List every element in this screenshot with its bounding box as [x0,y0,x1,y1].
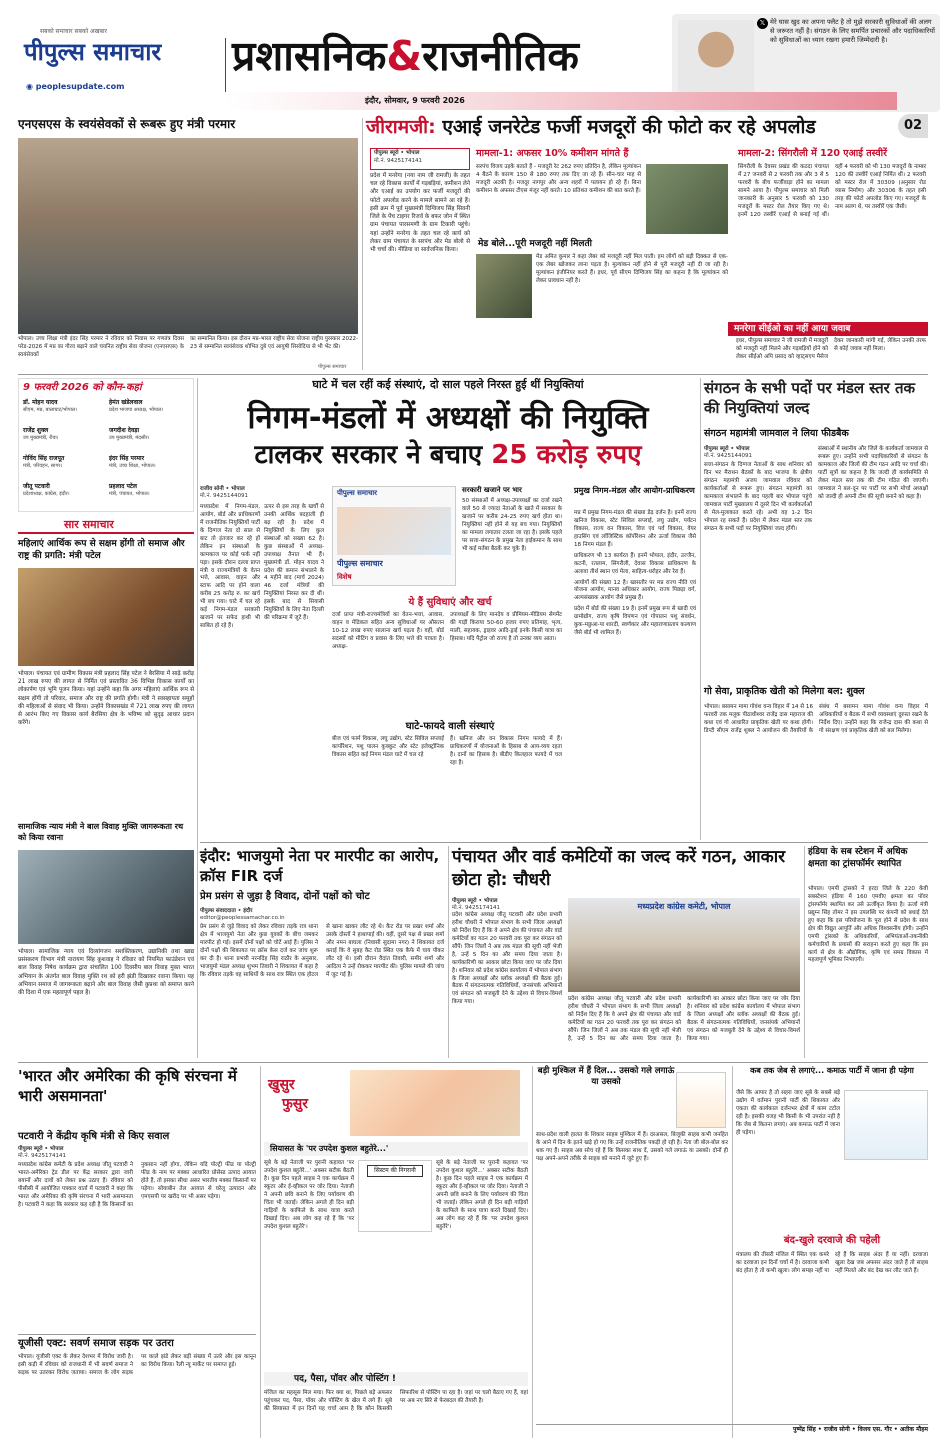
mushkil-cartoon [676,1072,726,1128]
story-nigam [200,378,696,840]
mushkil-head: बड़ी मुश्किल में हैं दिल... उसको गले लगाऊं या उसको [537,1066,675,1088]
website: peoplesupdate.com [35,82,125,91]
med-photo [476,254,532,318]
dateline-bar [225,92,897,110]
med-subhead: मेड बोले...पूरी मजदूरी नहीं मिलती [478,239,592,249]
sar-title-text: सार समाचार [64,518,114,531]
story-panchayat [452,846,800,1058]
who-item: डॉ. मोहन यादव सीएम, मप्र, बालाघाट/भोपाल। [23,399,78,413]
khajane-body: 50 संस्थाओं में अध्यक्ष-उपाध्यक्षों का दर्जा रखने वाले 50 से ज्यादा नेताओं के खाते में सरकार के खजाने पर करीब 24-25 रुपए खर्च होता था। नियुक्तियां नहीं होने से यह बच गया। नियुक्तियों का मामला लगातार टलता जा रहा है। इसके पहले पर सत्ता-संगठन के प्रमुख नेता हाईकमान के साथ भी कई मर्तबा बैठकें कर चुके हैं। [462,498,562,552]
sangathan-headline: संगठन के सभी पदों पर मंडल स्तर तक की नियुक्तियां जल्द [704,379,916,418]
caricature-sign: सिस्टम की निगरानी [367,1165,423,1177]
parmar-credit: पीपुल्स समाचार [318,364,347,370]
who-item: इंदर सिंह परमार मंत्री, उच्च शिक्षा, भोपाल। [109,455,156,469]
khajane-head: सरकारी खजाने पर भार [462,486,522,494]
who-item: प्रहलाद पटेल मंत्री, पंचायत, भोपाल। [109,483,150,497]
suvidha-body-1: दर्जा प्राप्त मंत्री-राज्यमंत्रियों का वेतन-भत्ता, आवास, वाहन व मेडिकल सहित अन्य सुविधाओं पर औसतन 10-12 लाख रुपए सालाना खर्च पड़ता है। वहीं, बोर्ड सदस्यों को मीटिंग व प्रवास के लिए भत्ते की पात्रता है। अध्यक्ष- [332,612,444,650]
kab-body: जैसे कि आपार है तो सहरा जाए सूबे के सबसे बड़े उद्योग में वर्तमान पुरानी पार्टी की शिकायत और एकता की कार्यकाल दर्जनभर क्षेत्रों में काम टटोल रही है। इसकी वजह भी किसी के भी उपरांत नहीं है कि जेब से कितना लगाएं। अब कमाऊ पार्टी में जाना ही पड़ेगा। [736,1090,840,1136]
khusur-fusur [264,1066,928,1438]
handiya-body: भोपाल। एमपी ट्रांसको ने हरदा जिले के 220 केवी सबस्टेशन हंडिया में 160 एमवीए क्षमता का पॉवर ट्रांसफॉर्मर स्थापित कर उसे ऊर्जीकृत किया है। ऊर्जा मंत्री प्रद्युम्न सिंह तोमर ने इस उपलब्धि पर कंपनी को बधाई देते हुए कहा कि इस परियोजना के पूरा होने से प्रदेश के साथ क्षेत्र की विद्युत आपूर्ति और अधिक विश्वसनीय होगी। उन्होंने एमपी ट्रांसको के अधिकारियों, अभियंताओं-तकनीकी कर्मचारियों के प्रयासों की सराहना करते हुए कहा कि इस कार्य से क्षेत्र के औद्योगिक, कृषि एवं समग्र विकास में महत्वपूर्ण भूमिका निभाएगी। [808,886,928,964]
quote-portrait [678,20,754,94]
panchayat-body-2 [568,996,800,1056]
go-body: भोपाल। बसामन मामा गोवंश वन्य विहार में 14 से 16 फरवरी तक मलूक पीठाधीश्वर राजेंद्र दास महाराज की कथा एवं गो आधारित प्राकृतिक खेती पर कथा होगी। डिप्टी सीएम राजेंद्र शुक्ल ने आयोजन की तैयारियों के संबंध में बसामन मामा गोवंश वन्य विहार में अधिकारियों व बैठक में सभी व्यवस्थाएं दुरुस्त रखने के निर्देश दिए। उन्होंने कहा कि राजेन्द्र दास की कथा से गो संरक्षण एवं प्राकृतिक खेती को बल मिलेगा। [704,704,928,734]
panchayat-byline-text: पीपुल्स ब्यूरो • भोपाल [452,898,498,904]
bhajyumo-email: editor@peoplessamachar.co.in [200,915,285,922]
ceo-body: इधर, पीपुल्स समाचार ने जी रामजी में मजदूरों को मजदूरी नहीं मिलने और गड़बड़ियों होने को लेकर सीईओ अपि प्रसाद को व्हाट्सएप मैसेज देकर जानकारी मांगी गई, लेकिन उनकी तरफ से कोई जवाब नहीं मिला। [736,338,926,360]
sangathan-mobile: मो.नं. 9425144091 [704,453,753,460]
bhajyumo-headline: इंदौर: भाजयुमो नेता पर मारपीट का आरोप, क्रॉस FIR दर्ज [200,847,440,886]
nigam-list [574,510,696,836]
band-head: बंद-खुले दरवाजे की पहेली [783,1235,881,1246]
bhajyumo-byline [200,908,318,923]
dateline: इंदौर, सोमवार, 9 फरवरी 2026 [365,96,465,105]
section-title-part1: प्रशासनिक [232,32,387,80]
who-item: राजेंद्र शुक्ल उप मुख्यमंत्री, रीवा। [23,427,59,441]
sar-samachar [18,516,194,1058]
nigam-inset [332,486,456,586]
case1-title: मामला-1: अफसर 10% कमीशन मांगते हैं [476,148,629,159]
mushkil-body: साथ-प्रदेश वाली हालत के शिकार साहब मुश्किल में हैं। दरअसल, बिजूकी साहब कभी जनहित के आने में दिन के इतने खड़े हो गए कि उन्हें राजनीतिक पकड़ी हो रही है। नेता जी बोल-बोल कर थक गए हैं। साहब अब सोच रहे हैं कि किसका साथ दें, उसको गले लगाऊं या उसको। दोनों ही पक्ष अपने-अपने तरीके से साहब को मनाने में जुटे हुए हैं। [536,1132,728,1162]
parmar-headline: एनएसएस के स्वयंसेवकों से रूबरू हुए मंत्री परमार [18,117,236,131]
panchayat-byline [452,898,562,913]
nigam-body-2: ऊपर से इस तरह के खर्चों से उनकी आर्थिक बदहाली ही बढ़ रही है। प्रदेश में नियुक्तियों के लिए कुल संस्थाओं को सख्या 62 है। कुछ संस्थाओं में अध्यक्ष-उपाध्यक्ष तैनात भी हैं। मुख्यमंत्री डॉ. मोहन यादव ने प्रदेश की कमान संभालने के 4 महीने बाद (मार्च 2024) 46 दर्जा मंत्रियों की नियुक्तियां निरस्त कर दी थीं। इसके बाद से सियासी नियुक्तियों के लिए नेता दिल्ली की परिक्रमा में जुटे हैं। [264,504,324,622]
med-body: मेड अमित कुमार ने कहा लेबर को मजदूरी नहीं मिल पाती। हम लोगों को बड़ी दिक्कत से एक-एक लेबर खोजकर लाना पड़ता है। मूल्यांकन नहीं होने से पूरी मजदूरी नहीं दी जा रही है। मूल्यांकन इंजीनियर करते हैं। इधर, पूर्व सीएम दिग्विजय सिंह का कहना है कि मूल्यांकन को लेकर प्रावधान नहीं है। [536,254,728,284]
nigam-byline-text: राजीव सोनी • भोपाल [200,486,245,492]
list-item: प्राधिकरण भी 13 कार्यरत हैं। इनमें भोपाल, इंदौर, उज्जैन, कटनी, रतलाम, सिंगरौली, देवास विकास प्राधिकरण के अलावा तीर्थ स्थान एवं मेला, साहित्य-धरोहर और रेरा हैं। [574,552,696,575]
case1-photo [646,164,728,234]
ghata-head: घाटे-फायदे वाली संस्थाएं [405,721,495,732]
ghata-body-1: बीज एवं फार्म विकास, लघु उद्योग, स्टेट सिविल सप्लाई कार्पोरेशन, पशु पालन कुक्कुट और स्टेट इलेक्ट्रॉनिक विकास सहित कई निगम मंडल घाटे में चल रहे [332,736,444,758]
x-icon: 𝕏 [757,18,768,29]
sangathan-byline [704,446,812,461]
ai-headline: एआई जनरेटेड फर्जी मजदूरों की फोटो कर रहे अपलोड [442,116,816,138]
case1-body: सरपंच विजय उइके बताते हैं - मजदूरी रेट 262 रुपए प्रतिदिन है, लेकिन मूल्यांकन 4 बैठने के कारण 150 से 180 रुपए तक दिए जा रहे हैं। सीन-चार माह से मजदूरी अटकी है। मजदूर नागपुर और अन्य शहरों में पलायन हो रहे हैं। बिना कमीशन के अफसर टीएस मंजूर नहीं करते। 10 प्रतिशत कमीशन की बात करते हैं। [476,164,641,194]
sangathan-byline-text: पीपुल्स ब्यूरो • भोपाल [704,446,750,452]
panchayat-mobile: मो.नं. 9425174141 [452,905,501,912]
sar-h1: महिलाएं आर्थिक रूप से सक्षम होंगी तो समाज और राष्ट्र की प्रगति: मंत्री पटेल [18,539,185,562]
ai-headline-row [366,114,928,144]
section-title [232,28,672,88]
khusur-credits: पुष्पेंद्र सिंह • राजीव सोनी • विजय एस. गौर • अतीक मौहम [536,1424,928,1436]
list-item: आयोगों की संख्या 12 है। खासतौर पर मप्र राज्य नीति एवं योजना आयोग, मानव अधिकार आयोग, राज्य पिछड़ा वर्ग, अल्पसंख्यक आयोग जैसे प्रमुख हैं। [574,579,696,602]
patwari-sub: पटवारी ने केंद्रीय कृषि मंत्री से किए सवाल [18,1131,170,1142]
patwari-byline-text: पीपुल्स ब्यूरो • भोपाल [18,1146,64,1152]
list-item: प्रदेश में बोर्ड की संख्या 19 है। इनमें प्रमुख रूप से खादी एवं ग्रामोद्योग, राज्य कृषि विपणन एवं गोपालन पशु संवर्धन, कुक-मछुआ-पा शारदी, स्वर्णकार और महाराणाप्रताप कल्याण जैसे बोर्ड भी शामिल हैं। [574,606,696,637]
who-grid [23,399,193,511]
section-title-part2: राजनीतिक [422,32,579,80]
khusur-body-1-continued: सूबे के बड़े नेताजी पर पुरानी कहावत 'पर उपदेश कुशल बहुतेरे...' अक्सर सटीक बैठती है। कुछ दिन पहले साहब ने एक कार्यक्रम में स्कूटर और ई-व्हीकल पर जोर दिया। नेताजी ने अपनी छवि बनाने के लिए पर्यावरण की चिंता भी जताई। लेकिन अगले ही दिन बड़ी गाड़ियों के काफिले के साथ यात्रा करते दिखाई दिए। अब लोग कह रहे हैं कि 'पर उपदेश कुशल बहुतेरे'। [436,1160,528,1230]
bhajyumo-body: प्रेम प्रसंग से जुड़े विवाद को लेकर रविवार तड़के रात्र थाना क्षेत्र में भाजयुमो नेता और कुछ युवकों के बीच जमकर मारपीट हो गई। इसमें दोनों पक्षों को चोटें आई हैं। पुलिस ने दोनों पक्षों की शिकायत पर क्रॉस केस दर्ज कर जांच शुरू कर दी है। थाना प्रभारी नरनदिंह सिंह राठौर के अनुसार, भाजयुमो मंडल अध्यक्ष शुभम तिवारी ने शिकायत में कहा है कि रविवार तड़के वह साथियों के साथ रात्र स्थित एक होटल से खाना खाकर लौट रहे थे। कैट रोड पर प्रखर शर्मा और उसके दोस्तों ने हाथापाई की। वहीं, दूसरे पक्ष से प्रखर शर्मा और नमन बाघला (निवासी सुदामा नगर) ने शिकायत दर्ज कराई कि वे सुबह कैट रोड स्थित एक कैफे में चाय पीकर लौट रहे थे। इसी दौरान वैदांत तिवारी, समीर शर्मा और आदित्य ने उन्हें रोककर मारपीट की। पुलिस मामले की जांच में जुट गई है। [200,924,444,978]
khusur-body-1b [436,1160,528,1370]
masthead-logo [24,36,224,76]
khusur-body-1: सूबे के बड़े नेताजी पर पुरानी कहावत 'पर उपदेश कुशल बहुतेरे...' अक्सर सटीक बैठती है। कुछ दिन पहले साहब ने एक कार्यक्रम में स्कूटर और ई-व्हीकल पर जोर दिया। नेताजी ने अपनी छवि बनाने के लिए पर्यावरण की चिंता भी जताई। लेकिन अगले ही दिन बड़ी गाड़ियों के काफिले के साथ यात्रा करते दिखाई दिए। अब लोग कह रहे हैं कि 'पर उपदेश कुशल बहुतेरे'। [264,1160,354,1230]
handiya-headline: हंडिया के सब स्टेशन में अधिक क्षमता का ट्रांसफॉर्मर स्थापित [808,847,908,870]
ceo-subhead: मनरेगा सीईओ का नहीं आया जवाब [728,322,928,336]
bhajyumo-byline-text: पीपुल्स संवाददाता • इंदौर [200,908,253,914]
ai-kicker: जीरामजी: [366,116,436,138]
ai-mobile: मो.नं. 9425174141 [374,158,423,165]
who-title: 9 फरवरी 2026 को कौन-कहां [23,382,142,393]
panchayat-headline: पंचायत और वार्ड कमेटियों का जल्द करें गठन, आकार छोटा हो: चौधरी [452,847,786,890]
band-body: मंत्रालय की तीसरी मंजिल में स्थित एक कमरे का दरवाजा इन दिनों चर्चा में है। दरवाजा कभी बंद होता है तो कभी खुला। लोग समझ नहीं पा रहे हैं कि साहब अंदर हैं या नहीं। दरवाजा खुला देख जब अफसर अंदर जाते हैं तो साहब नहीं मिलते और बंद देख कर लौट जाते हैं। [736,1252,928,1274]
inset-label: विशेष [337,573,352,581]
suvidha-head: ये हैं सुविधाएं और खर्च [408,597,492,608]
panchayat-body: प्रदेश कांग्रेस अध्यक्ष जीतू पटवारी और प्रदेश प्रभारी हरीश चौधरी ने भोपाल संभाग के सभी जिला अध्यक्षों को निर्देश दिए हैं कि वे अपने क्षेत्र की पंचायत और वार्ड कमेटियों का गठन 20 फरवरी तक पूरा कर संगठन को सौंपें। जिन जिलों ने अब तक मंडल की सूची नहीं भेजी है, उन्हें 5 दिन का और समय दिया जाता है। कार्यकारिणी का आकार छोटा किया जाए पर जोर दिया है। शनिवार को प्रदेश कांग्रेस कार्यालय में भोपाल संभाग के जिला अध्यक्षों और ब्लॉक अध्यक्षों की बैठक हुई। बैठक में संगठनात्मक गतिविधियों, जनसंपर्क अभियानों एवं संगठन को मजबूती देने के उद्देश्य से विचार-विमर्श किया गया। [452,912,562,1006]
sar-b2: भोपाल। सामाजिक न्याय एवं दिव्यांगजन सशक्तिकरण, उद्यानिकी तथा खाद्य प्रसंस्करण विभाग मंत्री नारायण सिंह कुशवाह ने रविवार को नियमित फाउंडेशन एवं बाल विवाह निषेध कार्यक्रम द्वारा संचालित 100 दिवसीय बाल विवाह मुक्त भारत अभियान के अंतर्गत बाल विवाह मुक्ति रथ को हरी झंडी दिखाकर रवाना किया। यह अभियान समाज में जागरूकता बढ़ाने और बाल विवाह जैसी कुप्रथा को समाप्त करने की दिशा में एक महत्वपूर्ण पहल है। [18,949,194,997]
khusur-caricature [358,1160,432,1232]
sangathan-sub: संगठन महामंत्री जामवाल ने लिया फीडबैक [704,428,849,439]
patwari-byline [18,1146,130,1161]
quote-text: मेरे घास खुद का अपना फ्लैट है तो मुझे सरकारी सुविधाओं की अलग से जरूरत नहीं है। संगठन के लिए समर्पित प्रचारकों और पदाधिकारियों को सुविधाओं का ध्यान रखना हमारी जिम्मेदारी है। [770,18,935,45]
parmar-caption-2: का सम्मानित किया। इस दौरान मप्र-भारत राष्ट्रीय सेवा योजना राष्ट्रीय पुरस्कार 2022-23 से सम्मानित स्वयंसेवक शोभित दुबे एवं आयुषी सिसोदिया से भी भेंट की। [190,336,358,350]
parmar-photo [18,138,358,334]
logo-text: पीपुल्स समाचार [24,38,162,66]
case2-title: मामला-2: सिंगरौली में 120 एआई तस्वीरें [738,148,887,159]
suvidha-body-2: उपाध्यक्षों के लिए मानदेय व प्रीमियम-मीडियम सेगमेंट की गाड़ी किराया 50-60 हजार रुपए प्रतिमाह, भृत्य, माली, सहायक, ड्राइवर आदि-ड्राई इनके किसी यात्रा का हिसाब। यदि पैट्रोल जो राज्य है तो उनका व्यय आता। [450,612,562,642]
who-item: जीतू पटवारी प्रदेशाध्यक्ष, कांग्रेस, इंदौर। [23,483,70,497]
sar-b1: भोपाल। पंचायत एवं ग्रामीण विकास मंत्री प्रहलाद सिंह पटेल ने बैरसिया में साढ़े करोड़ 21 लाख रुपए की लागत से निर्मित एवं प्रस्तावित 36 विभिन्न विकास कार्यों का लोकार्पण एवं भूमि पूजन किया। यहां उन्होंने कहा कि अगर महिलाएं आर्थिक रूप से सक्षम होंगी तो परिवार, समाज और राष्ट्र की प्रगति होगी। मंत्री ने स्वसहायता समूहों की महिलाओं से संवाद भी किया। उन्होंने विकासखंड में 721 लाख रुपए की लागत से आरंभ किए गए विकास कार्य बैरसिया क्षेत्र के भविष्य को सुदृढ़ आधार प्रदान करेंगे। [18,671,194,727]
sar-photo-1 [18,568,194,666]
nigam-byline [200,486,318,501]
nigam-headline-2b: 25 करोड़ रुपए [491,440,642,470]
sangathan-body-1: सत्ता-संगठन के दिग्गज नेताओं के साथ शनिवार को दिन भर मैराथन बैठकों के बाद भाजपा के क्षेत्रीय संगठन महामंत्री अजय जामवाल रविवार को कार्यकर्ताओं से रूबरू हुए। संगठन महामंत्री का कामकाज संभालने के बाद पहली बार भोपाल पहुंचे जामवाल पार्टी मुख्यालय में दूसरे दिन भी कार्यकर्ताओं से मेल-मुलाकात करते रहे। अभी वह 1-2 दिन भोपाल रह सकते हैं। प्रदेश में लेकर मंडल स्तर तक संगठन के सभी पदों पर नियुक्तियां जल्द होंगी। [704,462,812,532]
who-item: हेमंत खंडेलवाल प्रदेश भाजपा अध्यक्ष, भोपाल। [109,399,164,413]
story-parmar [18,114,358,372]
nigam-headline-1: निगम-मंडलों में अध्यक्षों की नियुक्ति [247,400,649,436]
who-where [18,378,194,512]
kab-cartoon [844,1090,928,1160]
patwari-body: मध्यप्रदेश कांग्रेस कमेटी के प्रदेश अध्यक्ष जीतू पटवारी ने भारत-अमेरिका ट्रेड डील पर केंद्र सरकार द्वारा जारी बयानों और दावों को लेकर प्रश्न उठाए हैं। रविवार को पीसीसी में आयोजित पत्रकार वार्ता में पटवारी ने कहा कि भारत और अमेरिका की कृषि संरचना में भारी असमानता है। पटवारी ने कहा कि सरकार कह रही है कि किसानों का नुकसान नहीं होगा, लेकिन यदि पोल्ट्री फीड या पोल्ट्री फीड के नाम पर मक्का आधारित प्रोसेस्ड उत्पाद आयात होते हैं, तो इसका सीधा असर भारतीय मक्का किसानों पर पड़ेगा। सोयाबीन तेल आयात से घरेलू उत्पादन और एमएसपी पर खरीद पर भी असर पड़ेगा। [18,1162,256,1208]
story-bhajyumo [200,846,444,1058]
sar-title [18,518,194,534]
story-patwari [18,1066,256,1438]
story-ai [366,114,928,372]
khusur-body-2: मंजिल का महसूस मिल मया। फिर क्या था, पिछले बड़े अफसर पहुंचकर पद, पैसा, पॉवर और पोस्टिंग के खेल में लगे हैं। सूबे की सियासत में इन दिनों यह चर्चा आम है कि कौन किसकी सिफारिश से पोस्टिंग पा रहा है। जहां पर चलो बैठाए गए हैं, वहां पर अब नए सिरे से फेरबदल की तैयारी है। [264,1390,528,1412]
list-head: प्रमुख निगम-मंडल और आयोग-प्राधिकरण [574,486,695,495]
panchayat-banner: मध्यप्रदेश कांग्रेस कमेटी, भोपाल [637,902,731,911]
nigam-headline-2 [200,438,696,473]
nigam-headline-2a: टालकर सरकार ने बचाए [254,440,483,470]
khusur-strip-1: सियासत के 'पर उपदेश कुशल बहुतेरे...' [264,1142,528,1156]
list-item: मप्र में प्रमुख निगम-मंडल की संख्या डेढ़ दर्जन है। इनमें राज्य खनिज विकास, स्टेट सिविल सप्लाई, लघु उद्योग, पर्यटन विकास, राज्य वन विकास, वित्त एवं पर्व विकास, वेयर हाउसिंग एवं लॉजिस्टिक कॉर्पोरेशन और ऊर्जा विकास जैसे 18 निगम मंडल हैं। [574,510,696,548]
sar-h2: सामाजिक न्याय मंत्री ने बाल विवाह मुक्ति जागरूकता रथ को किया रवाना [18,822,184,842]
nigam-body-1: मध्यप्रदेश में निगम-मंडल, आयोग, बोर्ड और प्राधिकरणों में राजनीतिक नियुक्तियों पार्टी के दिग्गज नेता दो साल से बाट तो इंतजार कर रहे हों लेकिन इन संस्थाओं के कामकाज पर कोई फर्क नहीं पड़ा। इसके दौरान दल्ला प्राप्त मंत्री व राज्यमंत्रियों के वेतन भत्ते, आवास, वाहन और स्टाफ आदि पर होने वाला करीब 25 करोड़ रु. का खर्च भी बच गया। घाटे में चल रहे कई निगम-मंडल सरकारी खजाने पर सफेद हाथी भी साबित हो रहे हैं। [200,504,260,630]
bhajyumo-sub: प्रेम प्रसंग से जुड़ा है विवाद, दोनों पक्षों को चोट [200,891,370,902]
nigam-mobile: मो.नं. 9425144091 [200,493,249,500]
page-number: 02 [898,114,928,138]
story-handiya [808,846,928,1058]
who-item: जगदीश देवड़ा उप मुख्यमंत्री, मंदसौर। [109,427,150,441]
khusur-title-2: फुसुर [282,1095,308,1112]
tagline: सबको समाचार सबको अखबार [40,28,107,35]
khusur-strip-2: पद, पैसा, पॉवर और पोस्टिंग ! [264,1372,528,1386]
patwari-headline: 'भारत और अमेरिका की कृषि संरचना में भारी असमानता' [18,1067,237,1106]
parmar-caption: भोपाल। उच्च शिक्षा मंत्री इंदर सिंह परमार ने रविवार को निवास पर गणतंत्र दिवस परेड-2026 में मप्र का गौरव बढ़ाने वाले चयनित राष्ट्रीय सेवा योजना (एनएसएस) के स्वयंसेवकों [18,336,184,358]
globe-icon: ◉ [26,82,33,91]
case2-body: सिंगरौली के देवसर प्रखंड की कठदा पंचायत में 27 जनवरी से 2 फरवरी तक और 3 से 5 फरवरी के बीच फर्जीवाड़ा होने का मामला सामने आया है। पीपुल्स समाचार को मिली जानकारी के अनुसार 5 फरवरी को 130 मजदूरों के मस्टर रोल तैयार किए गए थे। इनमें 120 तस्वीरें एआई से बनाई गई थीं। वहीं 4 फरवरी को भी 130 मजदूरों के नाम्बर 120 की तस्वीरें एआई निर्मित थीं। 2 फरवरी को मस्टर रोल में 30309 (अनुसार रोड व्यास निर्माण) और 30306 के तहत इसी तरह की फोटो अपलोड किए गए। मजदूरों के नाम अलग थे, पर तस्वीरें एक जैसी। [738,164,926,218]
ugc-head: यूजीसी एक्ट: सवर्ण समाज सड़क पर उतरा [18,1334,256,1351]
panchayat-body-continued: प्रदेश कांग्रेस अध्यक्ष जीतू पटवारी और प्रदेश प्रभारी हरीश चौधरी ने भोपाल संभाग के सभी जिला अध्यक्षों को निर्देश दिए हैं कि वे अपने क्षेत्र की पंचायत और वार्ड कमेटियों का गठन 20 फरवरी तक पूरा कर संगठन को सौंपें। जिन जिलों ने अब तक मंडल की सूची नहीं भेजी है, उन्हें 5 दिन का और समय दिया जाता है। कार्यकारिणी का आकार छोटा किया जाए पर जोर दिया है। शनिवार को प्रदेश कांग्रेस कार्यालय में भोपाल संभाग के जिला अध्यक्षों और ब्लॉक अध्यक्षों की बैठक हुई। बैठक में संगठनात्मक गतिविधियों, जनसंपर्क अभियानों एवं संगठन को मजबूती देने के उद्देश्य से विचार-विमर्श किया गया। [568,996,800,1042]
ugc-body: भोपाल। यूजीसी एक्ट के लेकर देशभर में विरोध जारी है। इसी कड़ी में रविवार को राजधानी में भी सवर्ण समाज ने सड़क पर उतरकर विरोध जताया। समाज के लोग सड़क पर काले झंडे लेकर बड़ी संख्या में उतरे और इस कानून का विरोध किया। रैली न्यू मार्केट पर समाप्त हुई। [18,1354,256,1376]
story-sangathan [704,378,928,840]
inset-illustration [337,507,451,555]
panchayat-photo [568,898,800,992]
kab-head: कब तक जेब से लगाएं... कमाऊ पार्टी में जाना ही पड़ेगा [750,1066,914,1075]
ai-byline [370,148,470,170]
khusur-cartoon [350,1070,520,1136]
ghata-body-2: हैं। खनिज और वन विकास निगम फायदे में हैं। प्राधिकरणों में योजनाओं के हिसाब से आय-व्यय रहता है। दानों का हिसाब है। बीडीए किलहाल फायदे में चल रहा है। [450,736,562,766]
khusur-title-1: खुसुर [268,1077,295,1093]
ai-byline-text: पीपुल्स ब्यूरो • भोपाल [374,150,420,156]
sar-photo-2 [18,850,194,944]
inset-logo: पीपुल्स समाचार [337,489,378,497]
who-item: गोविंद सिंह राजपूत मंत्री, परिवहन, सागर। [23,455,65,469]
ai-body: प्रदेश में मनरेगा (नया नाम जी रामजी) के तहत चल रहे विकास कार्यों में गड़बड़ियां, कमीशन लेने और एआई का उपयोग कर फर्जी मजदूरों की फोटो अपलोड करने के मामले सामने आ रहे हैं। इसी क्रम में पूर्व मुख्यमंत्री दिग्विजय सिंह सिवनी जिले के पेंच टाइगर रिजर्व के बफर जोन में स्थित ग्राम पंचायत पारसमणी के ग्राम टिकारी पहुंचे। यहां उन्होंने मनरेगा के तहत चल रहे कार्य को लेकर ग्राम पंचायत के सरपंच और मेड बोलो से भी चर्चा की। मीडिया वा सार्वजनिक किया। [370,173,470,253]
patwari-mobile: मो.नं. 9425174141 [18,1153,67,1160]
sangathan-body-2: संस्थाओं में स्थानीय और जिले के कार्यकर्ता जामवाल से रूबरू हुए। उन्होंने सभी पदाधिकारियों से संगठन के कामकाज और जिलों की टीम गठन आदि पर चर्चा की। पार्टी सूत्रों का कहना है कि जल्दी ही कार्यसमिति से लेकर मंडल स्तर तक की टीम गठित की जाएगी। जामवाल ने बल-दून पर पार्टी पर सभी मोर्चा अध्यक्षों को जल्दी ही अपनी टीम की सूची बनाने को कहा है। [818,446,928,500]
go-head: गो सेवा, प्राकृतिक खेती को मिलेगा बल: शुक्ल [704,686,865,697]
inset-label-logo: पीपुल्स समाचार [337,559,383,568]
nigam-strap: घाटे में चल रहीं कई संस्थाएं, दो साल पहले निरस्त हुई थीं नियुक्तियां [312,378,584,391]
section-title-amp: & [386,32,423,80]
khusur-title [268,1076,346,1122]
